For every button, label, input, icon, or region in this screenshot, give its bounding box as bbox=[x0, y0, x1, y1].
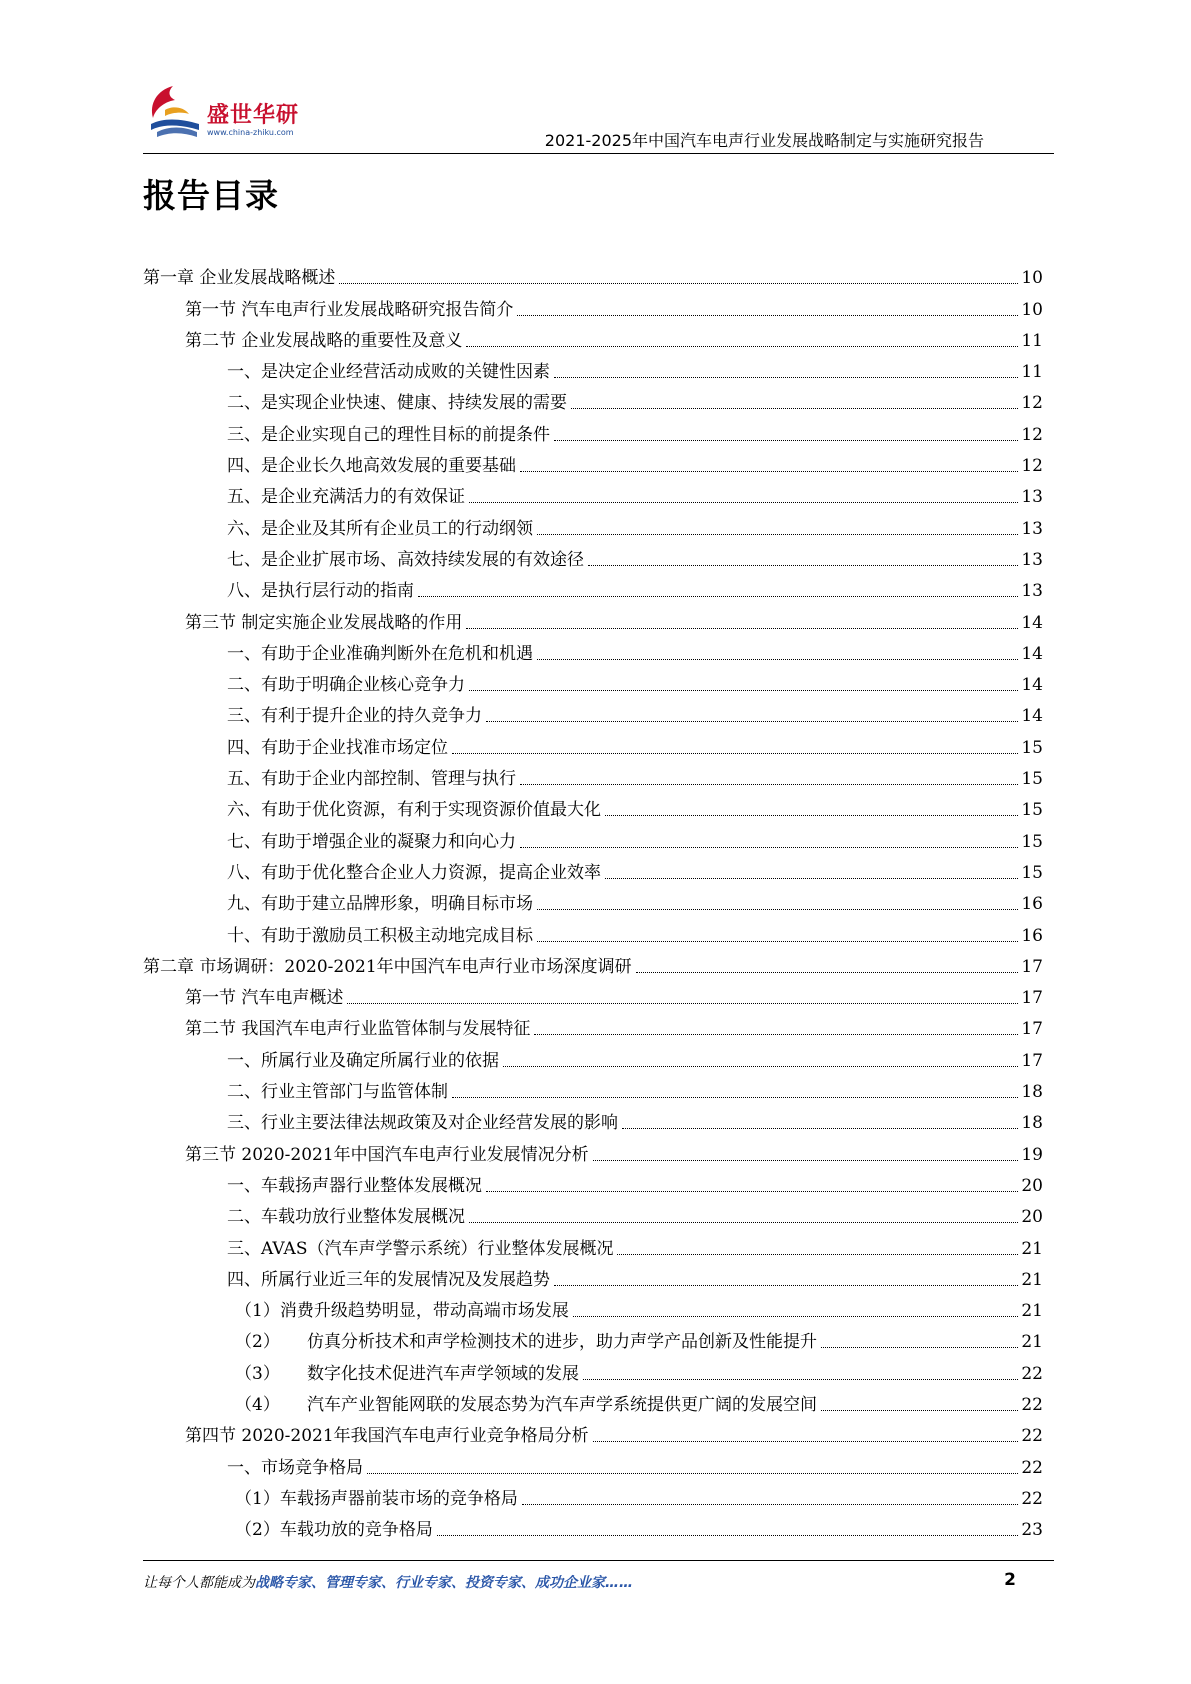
toc-entry-page: 15 bbox=[1021, 769, 1043, 790]
toc-entry-label: 六、有助于优化资源，有利于实现资源价值最大化 bbox=[227, 800, 601, 821]
page-footer bbox=[143, 1572, 1054, 1600]
toc-leader-dots bbox=[573, 1316, 1019, 1317]
toc-entry-page: 14 bbox=[1021, 643, 1043, 664]
toc-entry-page: 13 bbox=[1021, 581, 1043, 602]
toc-entry[interactable] bbox=[143, 884, 1043, 915]
toc-entry-label: 二、行业主管部门与监管体制 bbox=[227, 1082, 448, 1103]
toc-entry-page: 16 bbox=[1021, 894, 1043, 915]
toc-leader-dots bbox=[466, 346, 1018, 347]
toc-entry-page: 20 bbox=[1021, 1207, 1043, 1228]
toc-entry-label: 十、有助于激励员工积极主动地完成目标 bbox=[227, 925, 533, 946]
toc-entry-label: 五、有助于企业内部控制、管理与执行 bbox=[227, 769, 516, 790]
toc-entry-page: 13 bbox=[1021, 549, 1043, 570]
table-of-contents bbox=[143, 258, 1043, 1541]
toc-entry[interactable] bbox=[143, 634, 1043, 665]
toc-leader-dots bbox=[821, 1347, 1018, 1348]
toc-entry-page: 21 bbox=[1021, 1301, 1043, 1322]
toc-entry-label: 第一章 企业发展战略概述 bbox=[143, 268, 336, 289]
toc-leader-dots bbox=[418, 596, 1018, 597]
toc-entry-page: 11 bbox=[1021, 330, 1043, 351]
toc-entry[interactable] bbox=[143, 1197, 1043, 1228]
toc-entry-label: （1）消费升级趋势明显，带动高端市场发展 bbox=[235, 1301, 569, 1322]
toc-entry-page: 21 bbox=[1021, 1269, 1043, 1290]
footer-slogan-prefix: 让每个人都能成为 bbox=[143, 1575, 255, 1591]
toc-leader-dots bbox=[593, 1160, 1019, 1161]
report-title: 2021-2025年中国汽车电声行业发展战略制定与实施研究报告 bbox=[544, 131, 984, 150]
toc-entry-label: 二、是实现企业快速、健康、持续发展的需要 bbox=[227, 393, 567, 414]
toc-leader-dots bbox=[367, 1473, 1018, 1474]
toc-entry[interactable] bbox=[143, 446, 1043, 477]
toc-entry-page: 15 bbox=[1021, 831, 1043, 852]
toc-entry[interactable] bbox=[143, 1103, 1043, 1134]
toc-leader-dots bbox=[522, 1504, 1019, 1505]
toc-entry[interactable] bbox=[143, 1134, 1043, 1165]
toc-entry-page: 12 bbox=[1021, 393, 1043, 414]
toc-leader-dots bbox=[520, 847, 1018, 848]
toc-entry-label: 八、有助于优化整合企业人力资源，提高企业效率 bbox=[227, 862, 601, 883]
toc-entry[interactable] bbox=[143, 1009, 1043, 1040]
toc-entry[interactable] bbox=[143, 1385, 1043, 1416]
toc-leader-dots bbox=[466, 628, 1018, 629]
logo-name: 盛世华研 bbox=[207, 103, 300, 128]
toc-leader-dots bbox=[622, 1128, 1018, 1129]
toc-leader-dots bbox=[452, 1097, 1018, 1098]
toc-entry-label: 第四节 2020-2021年我国汽车电声行业竞争格局分析 bbox=[185, 1426, 589, 1447]
toc-entry[interactable] bbox=[143, 1510, 1043, 1541]
toc-leader-dots bbox=[469, 502, 1018, 503]
toc-entry[interactable] bbox=[143, 696, 1043, 727]
toc-leader-dots bbox=[534, 1034, 1018, 1035]
toc-entry-page: 11 bbox=[1021, 362, 1043, 383]
toc-leader-dots bbox=[583, 1379, 1018, 1380]
toc-leader-dots bbox=[554, 1285, 1018, 1286]
logo-url: www.china-zhiku.com bbox=[207, 128, 294, 137]
toc-entry[interactable] bbox=[143, 853, 1043, 884]
toc-entry-label: 七、是企业扩展市场、高效持续发展的有效途径 bbox=[227, 549, 584, 570]
toc-entry[interactable] bbox=[143, 414, 1043, 445]
toc-leader-dots bbox=[593, 1441, 1019, 1442]
toc-entry-page: 14 bbox=[1021, 675, 1043, 696]
toc-entry-page: 19 bbox=[1021, 1144, 1043, 1165]
toc-leader-dots bbox=[554, 377, 1018, 378]
toc-entry[interactable] bbox=[143, 1072, 1043, 1103]
toc-entry[interactable] bbox=[143, 602, 1043, 633]
toc-entry-page: 15 bbox=[1021, 737, 1043, 758]
toc-entry-label: 一、所属行业及确定所属行业的依据 bbox=[227, 1050, 499, 1071]
toc-entry[interactable] bbox=[143, 915, 1043, 946]
toc-entry-number: （4） bbox=[235, 1394, 280, 1415]
toc-entry-page: 14 bbox=[1021, 612, 1043, 633]
toc-entry-label: 一、有助于企业准确判断外在危机和机遇 bbox=[227, 643, 533, 664]
toc-leader-dots bbox=[452, 753, 1018, 754]
toc-entry[interactable] bbox=[143, 352, 1043, 383]
footer-slogan-emphasis: 战略专家、管理专家、行业专家、投资专家、成功企业家…… bbox=[255, 1575, 633, 1591]
toc-leader-dots bbox=[520, 471, 1018, 472]
toc-leader-dots bbox=[636, 972, 1019, 973]
toc-entry[interactable] bbox=[143, 1353, 1043, 1384]
toc-entry-page: 12 bbox=[1021, 456, 1043, 477]
toc-entry-label: 一、市场竞争格局 bbox=[227, 1457, 363, 1478]
toc-entry[interactable] bbox=[143, 383, 1043, 414]
footer-slogan bbox=[143, 1572, 633, 1592]
toc-entry[interactable] bbox=[143, 258, 1043, 289]
toc-entry-label: 五、是企业充满活力的有效保证 bbox=[227, 487, 465, 508]
toc-leader-dots bbox=[486, 1191, 1018, 1192]
toc-entry[interactable] bbox=[143, 947, 1043, 978]
toc-entry[interactable] bbox=[143, 321, 1043, 352]
toc-entry-page: 21 bbox=[1021, 1332, 1043, 1353]
toc-entry-label: 第三节 2020-2021年中国汽车电声行业发展情况分析 bbox=[185, 1144, 589, 1165]
toc-leader-dots bbox=[588, 565, 1018, 566]
toc-entry-label: 六、是企业及其所有企业员工的行动纲领 bbox=[227, 518, 533, 539]
toc-leader-dots bbox=[537, 941, 1018, 942]
toc-entry-label: 四、有助于企业找准市场定位 bbox=[227, 737, 448, 758]
toc-entry-label: 一、是决定企业经营活动成败的关键性因素 bbox=[227, 362, 550, 383]
toc-leader-dots bbox=[347, 1003, 1018, 1004]
toc-entry-text: 汽车产业智能网联的发展态势为汽车声学系统提供更广阔的发展空间 bbox=[307, 1394, 817, 1415]
page-number: 2 bbox=[1004, 1570, 1016, 1590]
toc-entry[interactable] bbox=[143, 759, 1043, 790]
toc-entry-page: 17 bbox=[1021, 1050, 1043, 1071]
toc-entry-page: 15 bbox=[1021, 862, 1043, 883]
toc-entry[interactable] bbox=[143, 1166, 1043, 1197]
toc-leader-dots bbox=[537, 909, 1018, 910]
toc-entry-page: 22 bbox=[1021, 1488, 1043, 1509]
toc-leader-dots bbox=[469, 690, 1018, 691]
toc-leader-dots bbox=[605, 815, 1018, 816]
toc-entry[interactable] bbox=[143, 1228, 1043, 1259]
toc-entry-page: 17 bbox=[1021, 956, 1043, 977]
toc-entry-label: 第三节 制定实施企业发展战略的作用 bbox=[185, 612, 463, 633]
toc-entry-text: 仿真分析技术和声学检测技术的进步，助力声学产品创新及性能提升 bbox=[307, 1332, 817, 1353]
toc-entry-text: 数字化技术促进汽车声学领域的发展 bbox=[307, 1363, 579, 1384]
toc-leader-dots bbox=[520, 784, 1018, 785]
toc-leader-dots bbox=[537, 534, 1018, 535]
header-divider bbox=[143, 153, 1054, 154]
toc-leader-dots bbox=[571, 408, 1018, 409]
toc-entry-label: 二、有助于明确企业核心竞争力 bbox=[227, 675, 465, 696]
toc-entry-label: 第一节 汽车电声概述 bbox=[185, 988, 344, 1009]
toc-entry-page: 22 bbox=[1021, 1394, 1043, 1415]
toc-leader-dots bbox=[617, 1254, 1018, 1255]
toc-leader-dots bbox=[517, 315, 1018, 316]
toc-entry[interactable] bbox=[143, 1040, 1043, 1071]
toc-leader-dots bbox=[437, 1535, 1019, 1536]
toc-entry-page: 20 bbox=[1021, 1175, 1043, 1196]
toc-entry[interactable] bbox=[143, 1291, 1043, 1322]
toc-entry-label: 三、是企业实现自己的理性目标的前提条件 bbox=[227, 424, 550, 445]
toc-entry-page: 17 bbox=[1021, 988, 1043, 1009]
toc-entry[interactable] bbox=[143, 289, 1043, 320]
toc-entry-page: 10 bbox=[1021, 299, 1043, 320]
toc-entry-label: 四、是企业长久地高效发展的重要基础 bbox=[227, 456, 516, 477]
toc-entry-page: 21 bbox=[1021, 1238, 1043, 1259]
toc-entry-page: 22 bbox=[1021, 1426, 1043, 1447]
toc-entry[interactable] bbox=[143, 1416, 1043, 1447]
toc-entry[interactable] bbox=[143, 477, 1043, 508]
toc-leader-dots bbox=[537, 659, 1018, 660]
toc-entry-page: 22 bbox=[1021, 1457, 1043, 1478]
toc-entry[interactable] bbox=[143, 790, 1043, 821]
toc-entry-label: 四、所属行业近三年的发展情况及发展趋势 bbox=[227, 1269, 550, 1290]
page-header bbox=[143, 80, 1054, 156]
toc-entry-number: （3） bbox=[235, 1363, 280, 1384]
toc-entry[interactable] bbox=[143, 1479, 1043, 1510]
toc-entry-page: 18 bbox=[1021, 1082, 1043, 1103]
toc-leader-dots bbox=[503, 1066, 1018, 1067]
toc-entry-page: 14 bbox=[1021, 706, 1043, 727]
toc-leader-dots bbox=[486, 721, 1018, 722]
toc-entry-page: 23 bbox=[1021, 1520, 1043, 1541]
toc-entry-label: 三、有利于提升企业的持久竞争力 bbox=[227, 706, 482, 727]
toc-entry-page: 22 bbox=[1021, 1363, 1043, 1384]
toc-entry[interactable] bbox=[143, 540, 1043, 571]
company-logo bbox=[143, 80, 313, 146]
toc-entry-label bbox=[235, 1331, 817, 1353]
toc-leader-dots bbox=[821, 1410, 1018, 1411]
toc-entry-label: 第二节 我国汽车电声行业监管体制与发展特征 bbox=[185, 1019, 531, 1040]
toc-entry-page: 10 bbox=[1021, 268, 1043, 289]
toc-leader-dots bbox=[469, 1222, 1018, 1223]
toc-entry[interactable] bbox=[143, 727, 1043, 758]
toc-entry[interactable] bbox=[143, 978, 1043, 1009]
toc-entry-page: 13 bbox=[1021, 518, 1043, 539]
toc-entry[interactable] bbox=[143, 508, 1043, 539]
toc-entry-page: 18 bbox=[1021, 1113, 1043, 1134]
toc-entry-page: 17 bbox=[1021, 1019, 1043, 1040]
toc-entry[interactable] bbox=[143, 665, 1043, 696]
toc-entry-label: （2）车载功放的竞争格局 bbox=[235, 1520, 433, 1541]
toc-entry-label bbox=[235, 1363, 579, 1385]
footer-divider bbox=[143, 1560, 1054, 1561]
toc-entry[interactable] bbox=[143, 571, 1043, 602]
toc-entry-label: （1）车载扬声器前装市场的竞争格局 bbox=[235, 1488, 518, 1509]
toc-entry[interactable] bbox=[143, 1260, 1043, 1291]
toc-entry[interactable] bbox=[143, 1447, 1043, 1478]
toc-entry-label: 三、行业主要法律法规政策及对企业经营发展的影响 bbox=[227, 1113, 618, 1134]
toc-entry-label: 三、AVAS（汽车声学警示系统）行业整体发展概况 bbox=[227, 1238, 614, 1259]
toc-entry-label: 二、车载功放行业整体发展概况 bbox=[227, 1207, 465, 1228]
toc-entry-page: 15 bbox=[1021, 800, 1043, 821]
toc-entry-label: 九、有助于建立品牌形象，明确目标市场 bbox=[227, 894, 533, 915]
toc-entry-label: 第二节 企业发展战略的重要性及意义 bbox=[185, 330, 463, 351]
toc-leader-dots bbox=[605, 878, 1018, 879]
toc-entry-page: 12 bbox=[1021, 424, 1043, 445]
toc-entry[interactable] bbox=[143, 821, 1043, 852]
toc-entry-page: 16 bbox=[1021, 925, 1043, 946]
toc-entry-label: 七、有助于增强企业的凝聚力和向心力 bbox=[227, 831, 516, 852]
toc-entry-label: 八、是执行层行动的指南 bbox=[227, 581, 414, 602]
page-title: 报告目录 bbox=[143, 176, 279, 215]
toc-leader-dots bbox=[339, 283, 1018, 284]
logo-emblem-icon bbox=[143, 80, 207, 146]
toc-entry-number: （2） bbox=[235, 1332, 280, 1353]
toc-entry-label: 第一节 汽车电声行业发展战略研究报告简介 bbox=[185, 299, 514, 320]
toc-entry[interactable] bbox=[143, 1322, 1043, 1353]
toc-entry-label: 一、车载扬声器行业整体发展概况 bbox=[227, 1175, 482, 1196]
toc-entry-label: 第二章 市场调研：2020-2021年中国汽车电声行业市场深度调研 bbox=[143, 956, 632, 977]
toc-entry-page: 13 bbox=[1021, 487, 1043, 508]
toc-entry-label bbox=[235, 1394, 817, 1416]
toc-leader-dots bbox=[554, 440, 1018, 441]
